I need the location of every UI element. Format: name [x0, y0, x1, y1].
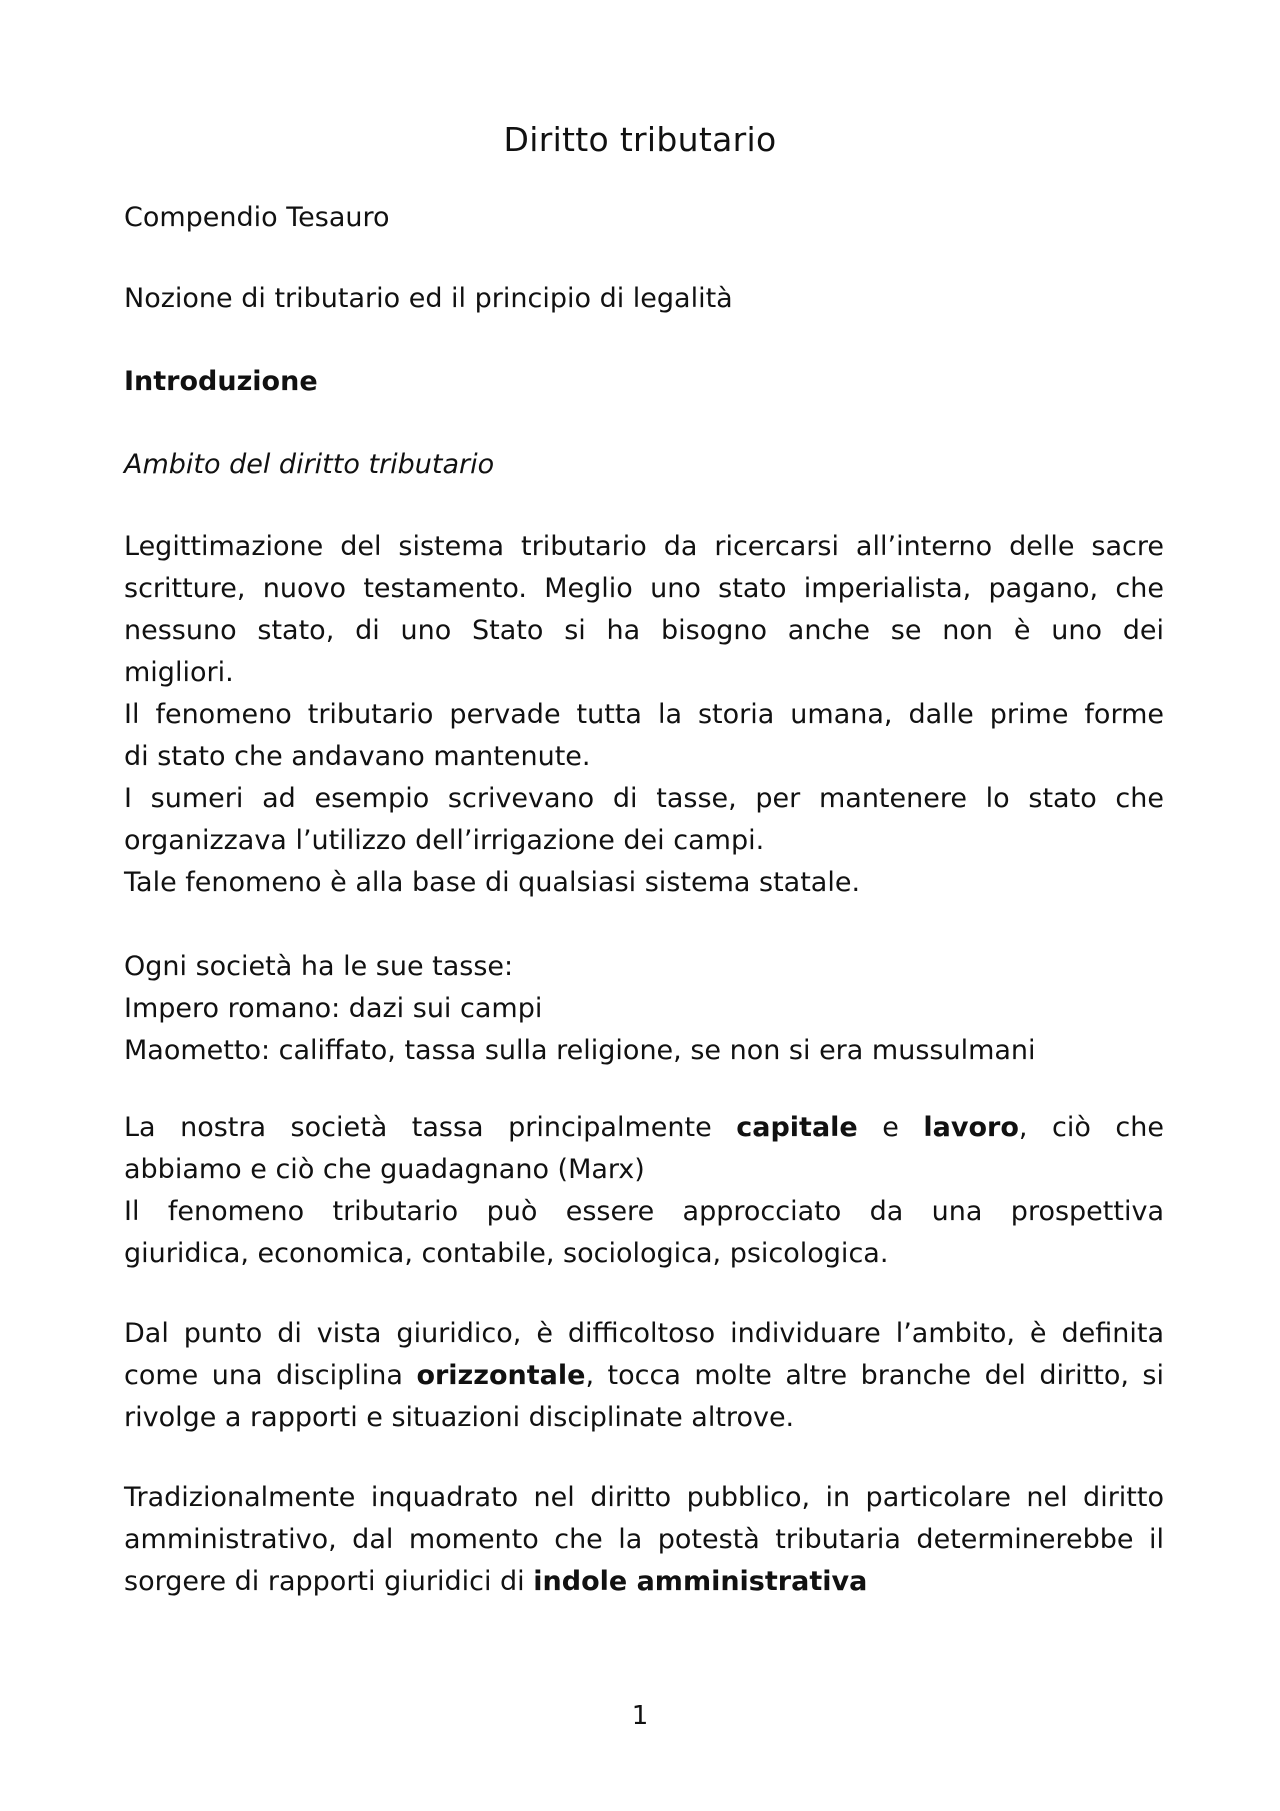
paragraph-line: abbiamo e ciò che guadagnano (Marx): [124, 1154, 645, 1185]
paragraph-line: Il fenomeno tributario pervade tutta la storia umana, dalle prime forme: [124, 699, 1164, 730]
paragraph-line: migliori.: [124, 657, 234, 688]
paragraph-line: nessuno stato, di uno Stato si ha bisogno anche se non è uno dei: [124, 615, 1164, 646]
paragraph-line: amministrativo, dal momento che la potestà tributaria determinerebbe il: [124, 1524, 1164, 1555]
paragraph-line: I sumeri ad esempio scrivevano di tasse, per mantenere lo stato che: [124, 783, 1164, 814]
paragraph-line: Ogni società ha le sue tasse:: [124, 951, 514, 982]
paragraph-line: Dal punto di vista giuridico, è difficoltoso individuare l’ambito, è definita: [124, 1318, 1164, 1349]
bold-term-orizzontale: orizzontale: [416, 1360, 586, 1391]
paragraph-line: di stato che andavano mantenute.: [124, 741, 591, 772]
bold-term-indole-amministrativa: indole amministrativa: [533, 1566, 868, 1597]
paragraph-line: organizzava l’utilizzo dell’irrigazione dei campi.: [124, 825, 765, 856]
paragraph-line: Tale fenomeno è alla base di qualsiasi sistema statale.: [124, 867, 861, 898]
paragraph-1: [124, 526, 1164, 904]
paragraph-line: Impero romano: dazi sui campi: [124, 993, 543, 1024]
document-subtitle: Compendio Tesauro: [124, 202, 390, 233]
chapter-title: Nozione di tributario ed il principio di legalità: [124, 283, 733, 314]
bold-term-capitale: capitale: [736, 1112, 858, 1143]
text-run: e: [882, 1112, 899, 1143]
text-run: sorgere di rapporti giuridici di: [124, 1566, 525, 1597]
paragraph-4: [124, 1313, 1164, 1439]
text-run: , ciò che: [1018, 1112, 1164, 1143]
paragraph-line: [124, 1355, 1164, 1397]
document-title: Diritto tributario: [503, 120, 777, 159]
section-heading: Introduzione: [124, 366, 318, 397]
subsection-heading: Ambito del diritto tributario: [124, 449, 495, 480]
paragraph-line: [124, 1107, 1164, 1149]
paragraph-line: scritture, nuovo testamento. Meglio uno stato imperialista, pagano, che: [124, 573, 1164, 604]
paragraph-line: rivolge a rapporti e situazioni disciplinate altrove.: [124, 1402, 795, 1433]
paragraph-line: Legittimazione del sistema tributario da ricercarsi all’interno delle sacre: [124, 531, 1164, 562]
paragraph-3: [124, 1107, 1164, 1275]
text-run: come una disciplina: [124, 1360, 403, 1391]
paragraph-line: Tradizionalmente inquadrato nel diritto pubblico, in particolare nel diritto: [124, 1482, 1164, 1513]
paragraph-2: [124, 946, 1164, 1072]
paragraph-line: Il fenomeno tributario può essere approcciato da una prospettiva: [124, 1196, 1164, 1227]
paragraph-5: [124, 1477, 1164, 1603]
page-number: 1: [631, 1701, 649, 1731]
paragraph-line: Maometto: califfato, tassa sulla religione, se non si era mussulmani: [124, 1035, 1036, 1066]
text-run: La nostra società tassa principalmente: [124, 1112, 712, 1143]
text-run: , tocca molte altre branche del diritto, si: [585, 1360, 1164, 1391]
paragraph-line: giuridica, economica, contabile, sociologica, psicologica.: [124, 1238, 889, 1269]
bold-term-lavoro: lavoro: [923, 1112, 1019, 1143]
paragraph-line: [124, 1561, 1164, 1603]
